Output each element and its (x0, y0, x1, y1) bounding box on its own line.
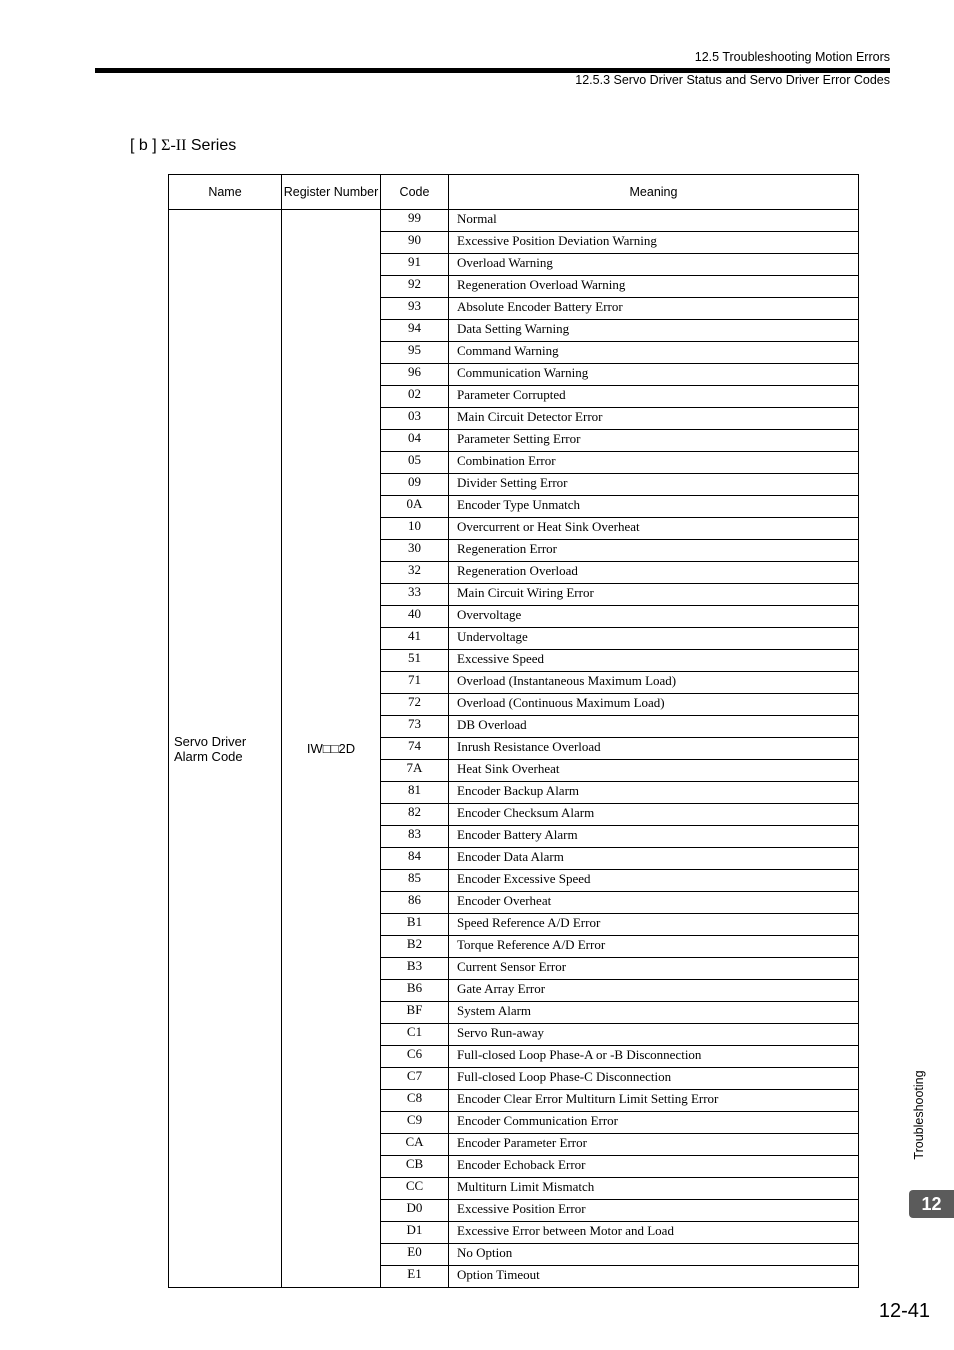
register-number-cell: IW□□2D (282, 210, 381, 1288)
code-cell: 33 (381, 584, 449, 606)
meaning-cell: Divider Setting Error (449, 474, 859, 496)
code-cell: 10 (381, 518, 449, 540)
meaning-cell: Encoder Clear Error Multiturn Limit Setting Error (449, 1090, 859, 1112)
header-register-number: Register Number (282, 175, 381, 210)
meaning-cell: Encoder Type Unmatch (449, 496, 859, 518)
code-cell: 04 (381, 430, 449, 452)
meaning-cell: Regeneration Error (449, 540, 859, 562)
meaning-cell: Combination Error (449, 452, 859, 474)
meaning-cell: Gate Array Error (449, 980, 859, 1002)
code-cell: 30 (381, 540, 449, 562)
code-cell: B2 (381, 936, 449, 958)
meaning-cell: Heat Sink Overheat (449, 760, 859, 782)
meaning-cell: Encoder Excessive Speed (449, 870, 859, 892)
meaning-cell: Servo Run-away (449, 1024, 859, 1046)
code-cell: B3 (381, 958, 449, 980)
meaning-cell: Undervoltage (449, 628, 859, 650)
meaning-cell: Overload Warning (449, 254, 859, 276)
code-cell: 05 (381, 452, 449, 474)
code-cell: B6 (381, 980, 449, 1002)
code-cell: 82 (381, 804, 449, 826)
meaning-cell: Speed Reference A/D Error (449, 914, 859, 936)
alarm-code-table (168, 174, 859, 1288)
header-code: Code (381, 175, 449, 210)
meaning-cell: Regeneration Overload Warning (449, 276, 859, 298)
code-cell: 85 (381, 870, 449, 892)
code-cell: 73 (381, 716, 449, 738)
meaning-cell: Normal (449, 210, 859, 232)
meaning-cell: Absolute Encoder Battery Error (449, 298, 859, 320)
code-cell: C1 (381, 1024, 449, 1046)
meaning-cell: Encoder Echoback Error (449, 1156, 859, 1178)
code-cell: D1 (381, 1222, 449, 1244)
meaning-cell: Regeneration Overload (449, 562, 859, 584)
meaning-cell: Command Warning (449, 342, 859, 364)
meaning-cell: Full-closed Loop Phase-C Disconnection (449, 1068, 859, 1090)
code-cell: 40 (381, 606, 449, 628)
code-cell: 93 (381, 298, 449, 320)
code-cell: 02 (381, 386, 449, 408)
code-cell: 96 (381, 364, 449, 386)
meaning-cell: Main Circuit Wiring Error (449, 584, 859, 606)
section-heading-prefix: [ b ] (130, 137, 162, 154)
name-cell: Servo Driver Alarm Code (169, 210, 282, 1288)
code-cell: 51 (381, 650, 449, 672)
header-section-title: 12.5 Troubleshooting Motion Errors (694, 50, 890, 64)
meaning-cell: Encoder Parameter Error (449, 1134, 859, 1156)
section-heading-suffix: Series (186, 137, 237, 154)
chapter-number-badge: 12 (909, 1190, 954, 1218)
code-cell: E1 (381, 1266, 449, 1288)
code-cell: 72 (381, 694, 449, 716)
meaning-cell: Inrush Resistance Overload (449, 738, 859, 760)
code-cell: 94 (381, 320, 449, 342)
meaning-cell: Communication Warning (449, 364, 859, 386)
code-cell: C6 (381, 1046, 449, 1068)
code-cell: 09 (381, 474, 449, 496)
code-cell: 71 (381, 672, 449, 694)
meaning-cell: Parameter Corrupted (449, 386, 859, 408)
code-cell: 32 (381, 562, 449, 584)
code-cell: 99 (381, 210, 449, 232)
meaning-cell: Main Circuit Detector Error (449, 408, 859, 430)
meaning-cell: Option Timeout (449, 1266, 859, 1288)
section-heading-sigma: Σ-II (161, 137, 187, 154)
code-cell: 81 (381, 782, 449, 804)
meaning-cell: Excessive Position Error (449, 1200, 859, 1222)
meaning-cell: Overload (Continuous Maximum Load) (449, 694, 859, 716)
meaning-cell: Encoder Backup Alarm (449, 782, 859, 804)
side-tab-label: Troubleshooting (912, 1070, 926, 1160)
meaning-cell: Excessive Error between Motor and Load (449, 1222, 859, 1244)
code-cell: 41 (381, 628, 449, 650)
code-cell: E0 (381, 1244, 449, 1266)
code-cell: CA (381, 1134, 449, 1156)
meaning-cell: System Alarm (449, 1002, 859, 1024)
meaning-cell: Excessive Speed (449, 650, 859, 672)
code-cell: 84 (381, 848, 449, 870)
code-cell: 74 (381, 738, 449, 760)
meaning-cell: Torque Reference A/D Error (449, 936, 859, 958)
meaning-cell: Encoder Overheat (449, 892, 859, 914)
code-cell: C9 (381, 1112, 449, 1134)
header-meaning: Meaning (449, 175, 859, 210)
meaning-cell: Encoder Battery Alarm (449, 826, 859, 848)
code-cell: CB (381, 1156, 449, 1178)
code-cell: C8 (381, 1090, 449, 1112)
meaning-cell: Multiturn Limit Mismatch (449, 1178, 859, 1200)
meaning-cell: Data Setting Warning (449, 320, 859, 342)
code-cell: 86 (381, 892, 449, 914)
meaning-cell: Current Sensor Error (449, 958, 859, 980)
meaning-cell: DB Overload (449, 716, 859, 738)
code-cell: 7A (381, 760, 449, 782)
code-cell: B1 (381, 914, 449, 936)
section-heading (130, 137, 236, 155)
code-cell: D0 (381, 1200, 449, 1222)
meaning-cell: No Option (449, 1244, 859, 1266)
header-subsection-title: 12.5.3 Servo Driver Status and Servo Driver Error Codes (575, 73, 890, 87)
meaning-cell: Encoder Checksum Alarm (449, 804, 859, 826)
chapter-side-tab (908, 1060, 930, 1170)
meaning-cell: Overvoltage (449, 606, 859, 628)
code-cell: 83 (381, 826, 449, 848)
page-number: 12-41 (878, 1300, 930, 1322)
table-header-row (169, 175, 859, 210)
meaning-cell: Encoder Communication Error (449, 1112, 859, 1134)
code-cell: 95 (381, 342, 449, 364)
meaning-cell: Full-closed Loop Phase-A or -B Disconnection (449, 1046, 859, 1068)
meaning-cell: Encoder Data Alarm (449, 848, 859, 870)
meaning-cell: Excessive Position Deviation Warning (449, 232, 859, 254)
meaning-cell: Parameter Setting Error (449, 430, 859, 452)
meaning-cell: Overload (Instantaneous Maximum Load) (449, 672, 859, 694)
code-cell: 0A (381, 496, 449, 518)
code-cell: BF (381, 1002, 449, 1024)
code-cell: 90 (381, 232, 449, 254)
header-name: Name (169, 175, 282, 210)
code-cell: CC (381, 1178, 449, 1200)
table-row (169, 210, 859, 232)
code-cell: 92 (381, 276, 449, 298)
code-cell: C7 (381, 1068, 449, 1090)
code-cell: 03 (381, 408, 449, 430)
code-cell: 91 (381, 254, 449, 276)
meaning-cell: Overcurrent or Heat Sink Overheat (449, 518, 859, 540)
